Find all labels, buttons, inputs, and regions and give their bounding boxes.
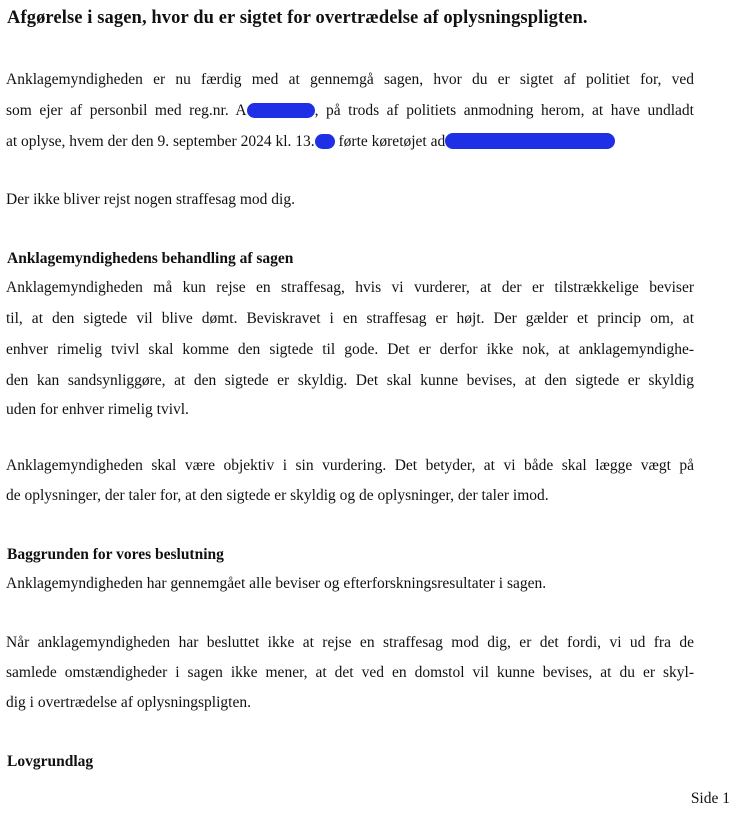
- document-title: Afgørelse i sagen, hvor du er sigtet for overtrædelse af oplysningspligten.: [7, 8, 588, 28]
- intro-line-3-end: førte køretøjet ad: [334, 133, 446, 150]
- section1-para2-line-1: Anklagemyndigheden skal være objektiv i sin vurdering. Det betyder, at vi både skal lægge vægt på: [6, 457, 694, 474]
- section1-line-1: Anklagemyndigheden må kun rejse en straffesag, hvis vi vurderer, at der er tilstrækkelige beviser: [6, 279, 694, 296]
- section1-para2-line-2: de oplysninger, der taler for, at den sigtede er skyldig og de oplysninger, der taler imod.: [6, 487, 549, 504]
- section-heading-lovgrundlag: Lovgrundlag: [7, 753, 94, 770]
- section1-line-2: til, at den sigtede vil blive dømt. Beviskravet i en straffesag er højt. Der gælder et princip om, at: [6, 310, 694, 327]
- section1-line-3: enhver rimelig tvivl skal komme den sigtede til gode. Det er derfor ikke nok, at anklagemyndighe-: [6, 341, 694, 358]
- section1-line-5: uden for enhver rimelig tvivl.: [6, 401, 189, 418]
- intro-line-1: Anklagemyndigheden er nu færdig med at gennemgå sagen, hvor du er sigtet af politiet for, ved: [6, 71, 694, 88]
- intro-line-3-start: at oplyse, hvem der den 9. september 2024 kl. 13.: [6, 133, 315, 150]
- redaction-license-plate: [247, 103, 315, 118]
- section1-line-4: den kan sandsynliggøre, at den sigtede er skyldig. Det skal kunne bevises, at den sigtede er skyldig: [6, 372, 694, 389]
- intro-line-2-start: som ejer af personbil med reg.nr. A: [6, 102, 247, 119]
- section2-para2-line-3: dig i overtrædelse af oplysningspligten.: [6, 694, 251, 711]
- intro-line-2: [6, 101, 694, 121]
- section2-line-1: Anklagemyndigheden har gennemgået alle beviser og efterforskningsresultater i sagen.: [6, 575, 547, 592]
- intro-line-2-end: , på trods af politiets anmodning herom, at have undladt: [314, 102, 694, 119]
- redaction-time: [315, 134, 335, 149]
- intro-line-3: [6, 132, 615, 152]
- decision-text: Der ikke bliver rejst nogen straffesag mod dig.: [6, 191, 295, 208]
- section-heading-baggrund: Baggrunden for vores beslutning: [7, 546, 224, 563]
- redaction-address: [445, 133, 615, 149]
- section2-para2-line-1: Når anklagemyndigheden har besluttet ikke at rejse en straffesag mod dig, er det fordi, vi ud fra de: [6, 634, 694, 651]
- section2-para2-line-2: samlede omstændigheder i sagen ikke mener, at det ved en domstol vil kunne bevises, at du er skyl-: [6, 664, 694, 681]
- page-number: Side 1: [690, 790, 730, 807]
- section-heading-behandling: Anklagemyndighedens behandling af sagen: [7, 250, 294, 267]
